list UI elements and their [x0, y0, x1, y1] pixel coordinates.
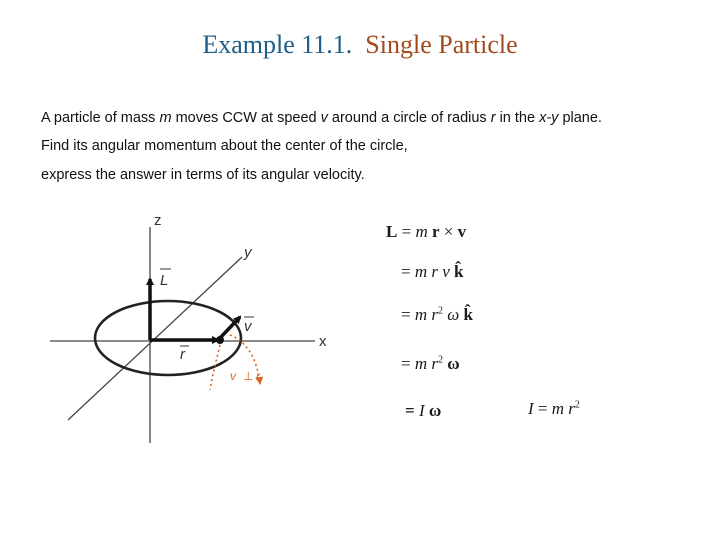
perp-r-label: r: [256, 369, 260, 383]
particle-diagram: [50, 205, 350, 445]
problem-line-2: Find its angular momentum about the center of the circle,: [41, 138, 408, 154]
eq-omega: ω: [443, 305, 464, 324]
var-r: r: [490, 110, 496, 126]
L-label: L: [160, 272, 169, 289]
eq-I: I: [528, 399, 534, 418]
eq-sign: =: [405, 401, 419, 420]
eq-exponent: 2: [438, 354, 443, 366]
z-label: z: [154, 212, 162, 229]
eq-times: ×: [439, 222, 458, 241]
eq-sign: =: [533, 399, 552, 418]
eq-mr: m r: [414, 305, 438, 324]
text: moves CCW at speed: [171, 110, 321, 126]
eq-I: I: [418, 401, 425, 420]
slide-title: [0, 30, 720, 60]
eq-mr: m r: [551, 399, 575, 418]
equation-4: [401, 354, 460, 374]
x-label: x: [319, 333, 327, 350]
eq-sign: =: [397, 222, 416, 241]
eq-r: r: [431, 222, 440, 241]
problem-line-1: [41, 110, 602, 126]
eq-symbol-L: L: [386, 222, 398, 241]
particle: [216, 336, 224, 344]
eq-sign: =: [401, 305, 415, 324]
eq-m: m: [415, 222, 432, 241]
var-m: m: [159, 110, 172, 126]
eq-sign: =: [401, 262, 415, 281]
equation-5: [405, 401, 441, 421]
eq-sign: =: [401, 354, 415, 373]
equation-moment-of-inertia: [528, 399, 580, 419]
perp-v-label: v: [230, 369, 236, 383]
title-name: Single Particle: [365, 30, 518, 59]
y-label: y: [244, 244, 252, 261]
text: plane.: [558, 110, 602, 126]
eq-exponent: 2: [574, 399, 580, 411]
text: in the: [495, 110, 540, 126]
title-number: Example 11.1.: [202, 30, 353, 59]
eq-mr: m r: [414, 354, 438, 373]
eq-exponent: 2: [438, 305, 443, 317]
eq-k-hat: k̂: [463, 305, 473, 324]
var-xy: x-y: [539, 110, 559, 126]
eq-omega-bold: ω: [443, 354, 460, 373]
equation-1: [386, 222, 466, 242]
text: around a circle of radius: [327, 110, 491, 126]
var-v: v: [320, 110, 328, 126]
text: A particle of mass: [41, 110, 160, 126]
equation-3: [401, 305, 473, 325]
v-label: v: [244, 318, 252, 335]
r-label: r: [180, 346, 185, 363]
perp-symbol: ⊥: [243, 369, 254, 383]
problem-line-3: express the answer in terms of its angular velocity.: [41, 167, 365, 183]
eq-omega-bold: ω: [424, 401, 442, 420]
eq-mrv: m r v: [414, 262, 455, 281]
eq-v: v: [457, 222, 467, 241]
eq-k-hat: k̂: [454, 262, 464, 281]
equation-2: [401, 262, 464, 282]
